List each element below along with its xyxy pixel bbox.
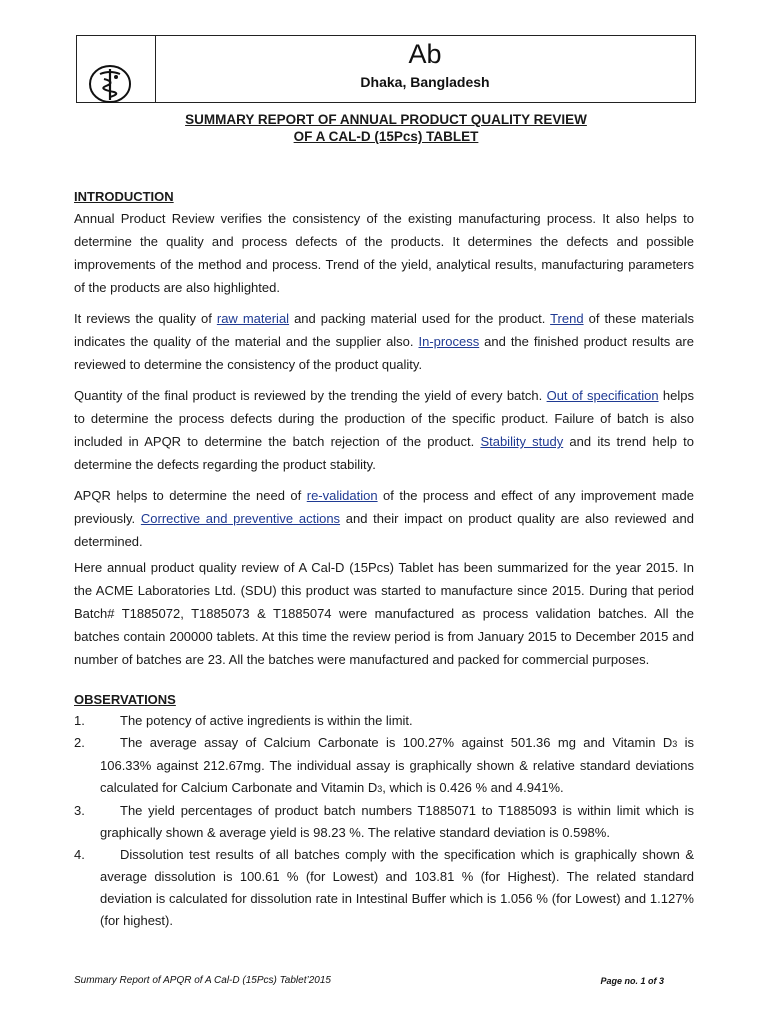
- footer-page-number: Page no. 1 of 3: [600, 976, 664, 986]
- out-of-specification-link[interactable]: Out of specification: [546, 388, 659, 403]
- text-run: of the process and effect of any improvement made previously.: [74, 488, 695, 526]
- text-run: It reviews the quality of: [74, 311, 217, 326]
- list-item: [74, 732, 694, 800]
- observations-heading: OBSERVATIONS: [74, 692, 176, 707]
- introduction-heading: INTRODUCTION: [74, 189, 174, 204]
- text-run: APQR helps to determine the need of: [74, 488, 307, 503]
- company-city: Dhaka, Bangladesh: [360, 74, 490, 90]
- text-run: and their impact on product quality are also reviewed and determined.: [74, 511, 694, 549]
- subscript: 3: [672, 739, 678, 749]
- list-item: [74, 844, 694, 932]
- report-body: [74, 187, 694, 932]
- text-run: of these materials indicates the quality of the material and the supplier also.: [74, 311, 695, 349]
- intro-paragraph-1: Annual Product Review verifies the consistency of the existing manufacturing process. It also helps to determine the quality and process defects of the products. It determines the defects and possible improvements of the method and process. Trend of the yield, analytical results, manufacturing parameters of the products are also highlighted.: [74, 211, 694, 295]
- logo-cell: [77, 36, 156, 102]
- text-run: helps to determine the process defects during the production of the specific product. Failure of batch is also included in APQR to determine the batch rejection of the product.: [74, 388, 694, 449]
- item-text: , which is 0.426 % and 4.941%.: [382, 780, 564, 795]
- report-title-line-1: SUMMARY REPORT OF ANNUAL PRODUCT QUALITY REVIEW: [185, 112, 587, 127]
- intro-paragraph-4: [74, 484, 694, 553]
- text-run: and its trend help to determine the defects regarding the product stability.: [74, 434, 694, 472]
- re-validation-link[interactable]: re-validation: [306, 488, 378, 503]
- item-number: 3.: [74, 803, 85, 818]
- footer-report-name: Summary Report of APQR of A Cal-D (15Pcs) Tablet’2015: [74, 975, 331, 986]
- list-item: [74, 710, 694, 732]
- item-text: The yield percentages of product batch numbers T1885071 to T1885093 is within limit which is graphically shown & average yield is 98.23 %. The relative standard deviation is 0.598%.: [100, 803, 694, 840]
- item-text: Dissolution test results of all batches comply with the specification which is graphically shown & average dissolution is 100.61 % (for Lowest) and 103.81 % (for Highest). The related standard deviation is calculated for dissolution rate in Intestinal Buffer which is 1.056 % (for Lowest) and 1.127% (for highest).: [100, 847, 694, 928]
- intro-paragraph-3: [74, 384, 694, 476]
- list-item: [74, 800, 694, 844]
- intro-paragraph-5: Here annual product quality review of A Cal-D (15Pcs) Tablet has been summarized for the year 2015. In the ACME Laboratories Ltd. (SDU) this product was started to manufacture since 2015. During that period Batch# T1885072, T1885073 & T1885074 were manufactured as process validation batches. All the batches contain 200000 tablets. At this time the review period is from January 2015 to December 2015 and number of batches are 23. All the batches were manufactured and packed for commercial purposes.: [74, 560, 694, 667]
- item-text: The potency of active ingredients is within the limit.: [120, 713, 413, 728]
- intro-paragraph-2: [74, 307, 694, 376]
- item-number: 2.: [74, 735, 85, 750]
- stability-study-link[interactable]: Stability study: [480, 434, 564, 449]
- letterhead: [76, 35, 696, 103]
- company-name: Ab: [408, 39, 442, 69]
- item-number: 1.: [74, 713, 85, 728]
- report-title-line-2: OF A CAL-D (15Pcs) TABLET: [293, 129, 479, 144]
- item-text: The average assay of Calcium Carbonate is 100.27% against 501.36 mg and Vitamin D: [120, 735, 673, 750]
- text-run: Quantity of the final product is reviewed by the trending the yield of every batch.: [74, 388, 547, 403]
- trend-link[interactable]: Trend: [550, 311, 584, 326]
- caduceus-logo-icon: [88, 64, 132, 104]
- observations-list: [74, 710, 694, 932]
- item-text: is 106.33% against 212.67mg. The individual assay is graphically shown & relative standard deviations calculated for Calcium Carbonate and Vitamin D: [100, 735, 694, 795]
- capa-link[interactable]: Corrective and preventive actions: [140, 511, 341, 526]
- subscript: 3: [377, 784, 383, 794]
- text-run: and packing material used for the product.: [289, 311, 551, 326]
- text-run: and the finished product results are reviewed to determine the consistency of the product quality.: [74, 334, 694, 372]
- item-number: 4.: [74, 847, 85, 862]
- raw-material-link[interactable]: raw material: [216, 311, 290, 326]
- in-process-link[interactable]: In-process: [418, 334, 480, 349]
